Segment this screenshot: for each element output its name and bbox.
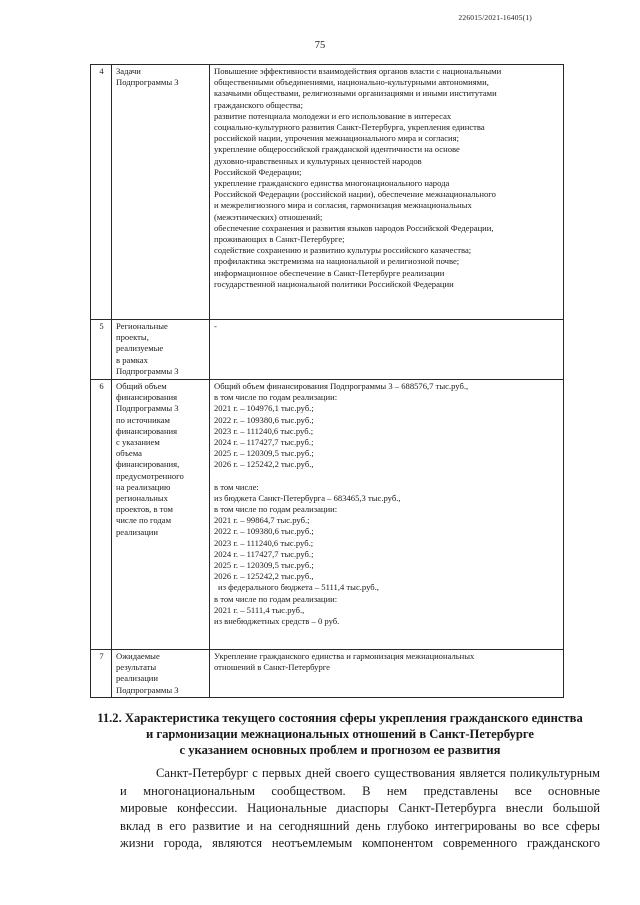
row-content (210, 380, 564, 650)
content-line: Общий объем финансирования Подпрограммы 3 – 688576,7 тыс.руб., (214, 381, 469, 391)
label-line: в рамках (116, 354, 148, 365)
content-line: Российской Федерации (российской нации), обеспечение межнационального (214, 189, 496, 200)
content-line: проживающих в Санкт-Петербурге; (214, 234, 345, 245)
paragraph-line: и многонациональным сообществом. В нем представлены все основные (120, 783, 600, 798)
label-line: финансирования (116, 425, 178, 436)
content-line: 2026 г. – 125242,2 тыс.руб., (214, 571, 314, 582)
content-line: 2024 г. – 117427,7 тыс.руб.; (214, 548, 314, 559)
content-line: в том числе по годам реализации: (214, 504, 338, 515)
content-line: 2026 г. – 125242,2 тыс.руб., (214, 459, 314, 470)
row-label (112, 380, 210, 650)
content-line: 2021 г. – 5111,4 тыс.руб., (214, 604, 305, 615)
heading-line: с указанием основных проблем и прогнозом ее развития (179, 743, 501, 757)
content-line: казачьими обществами, религиозными организациями и иными институтами (214, 88, 497, 99)
content-line: в том числе: (214, 481, 259, 492)
label-line: результаты (116, 662, 157, 673)
content-line: социально-культурного развития Санкт-Петербурга, укрепления единства (214, 122, 485, 133)
paragraph-line: мировые конфессии. Национальные диаспоры Санкт-Петербурга внесли большой (120, 801, 600, 816)
label-line: проектов, в том (116, 504, 173, 515)
content-line: 2023 г. – 111240,6 тыс.руб.; (214, 537, 314, 548)
row-number: 5 (91, 320, 112, 380)
label-line: финансирования (116, 392, 178, 403)
label-line: Подпрограммы 3 (116, 365, 179, 376)
row-content (210, 320, 564, 380)
content-line: 2024 г. – 117427,7 тыс.руб.; (214, 437, 314, 448)
label-line: объема (116, 448, 142, 459)
table-row (91, 65, 564, 320)
subprogram-passport-table (90, 64, 564, 698)
blank-line (214, 471, 560, 482)
content-line: 2025 г. – 120309,5 тыс.руб.; (214, 448, 314, 459)
section-heading (80, 710, 600, 758)
row-number: 6 (91, 380, 112, 650)
content-line: информационное обеспечение в Санкт-Петербурге реализации (214, 267, 445, 278)
content-line: и межрелигиозного мира и согласия, гармонизация межнациональных (214, 200, 472, 211)
label-line: на реализацию (116, 481, 171, 492)
content-line: Повышение эффективности взаимодействия органов власти с национальными (214, 66, 502, 76)
content-line: общественными объединениями, национально-культурными автономиями, (214, 77, 489, 88)
content-line: российской нации, упрочения межнационального мира и согласия; (214, 133, 459, 144)
content-line: 2022 г. – 109380,6 тыс.руб.; (214, 526, 314, 537)
label-line: Задачи (116, 66, 141, 76)
content-line: профилактика экстремизма на национальной и религиозной почве; (214, 256, 460, 267)
content-line: в том числе по годам реализации: (214, 392, 338, 403)
content-line: в том числе по годам реализации: (214, 593, 338, 604)
label-line: проекты, (116, 332, 149, 343)
content-line: 2022 г. – 109380,6 тыс.руб.; (214, 414, 314, 425)
paragraph-line: вклад в его развитие и на сегодняшний день глубоко интегрированы во все сферы (120, 818, 600, 833)
row-label (112, 65, 210, 320)
content-line: (межэтнических) отношений; (214, 211, 323, 222)
content-line: гражданского общества; (214, 99, 303, 110)
content-line: содействие сохранению и развитию культуры российского казачества; (214, 245, 472, 256)
content-line: Российской Федерации; (214, 166, 302, 177)
table-row (91, 650, 564, 698)
content-line: из бюджета Санкт-Петербурга – 683465,3 тыс.руб., (214, 492, 401, 503)
label-line: реализуемые (116, 343, 164, 354)
label-line: Подпрограммы 3 (116, 684, 179, 695)
paragraph-line: Санкт-Петербург с первых дней своего существования является поликультурным (156, 766, 600, 780)
content-line: из внебюджетных средств – 0 руб. (214, 616, 340, 627)
content-line: отношений в Санкт-Петербурге (214, 662, 330, 673)
label-line: Подпрограммы 3 (116, 77, 179, 88)
label-line: реализации (116, 526, 158, 537)
heading-line: и гармонизации межнациональных отношений в Санкт-Петербурге (146, 727, 534, 741)
row-number: 7 (91, 650, 112, 698)
row-label (112, 320, 210, 380)
content-line: обеспечение сохранения и развития языков народов Российской Федерации, (214, 222, 494, 233)
content-line: развитие потенциала молодежи и его использование в интересах (214, 110, 452, 121)
paragraph-line: жизни города, являются неотъемлемым компонентом современного гражданского (120, 836, 600, 851)
content-line: укрепление общероссийской гражданской идентичности на основе (214, 144, 460, 155)
label-line: Ожидаемые (116, 651, 160, 661)
content-line: духовно-нравственных и культурных ценностей народов (214, 155, 422, 166)
label-line: Подпрограммы 3 (116, 403, 179, 414)
table-row (91, 320, 564, 380)
content-line: - (214, 321, 217, 331)
content-line: 2023 г. – 111240,6 тыс.руб.; (214, 425, 314, 436)
label-line: Общий объем (116, 381, 167, 391)
content-line: из федерального бюджета – 5111,4 тыс.руб., (218, 582, 379, 593)
label-line: с указанием (116, 437, 160, 448)
document-registration-number: 226015/2021-16405(1) (458, 13, 532, 22)
label-line: предусмотренного (116, 470, 184, 481)
row-label (112, 650, 210, 698)
label-line: числе по годам (116, 515, 172, 526)
content-line: укрепление гражданского единства многонационального народа (214, 178, 450, 189)
row-content (210, 650, 564, 698)
row-content (210, 65, 564, 320)
row-number: 4 (91, 65, 112, 320)
content-line: 2021 г. – 104976,1 тыс.руб.; (214, 403, 314, 414)
label-line: по источникам (116, 414, 170, 425)
content-line: 2025 г. – 120309,5 тыс.руб.; (214, 560, 314, 571)
content-line: государственной национальной политики Российской Федерации (214, 278, 454, 289)
label-line: региональных (116, 493, 168, 504)
content-line: 2021 г. – 99864,7 тыс.руб.; (214, 515, 310, 526)
body-paragraph (120, 765, 600, 853)
table-row (91, 380, 564, 650)
content-line: Укрепление гражданского единства и гармонизация межнациональных (214, 651, 475, 661)
page-number: 75 (314, 40, 326, 51)
label-line: Региональные (116, 321, 168, 331)
heading-line: 11.2. Характеристика текущего состояния сферы укрепления гражданского единства (97, 711, 583, 725)
label-line: реализации (116, 673, 158, 684)
label-line: финансирования, (116, 459, 180, 470)
